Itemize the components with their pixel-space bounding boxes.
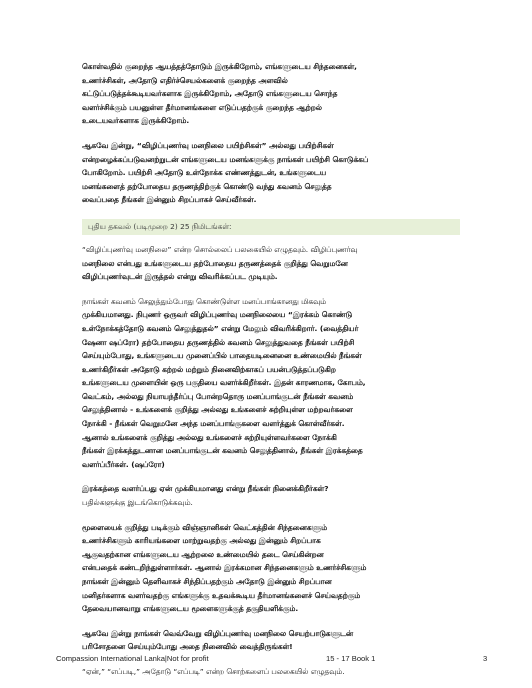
page-footer: [0, 654, 532, 666]
text-line: மனநிலை என்பது உங்களுடைய தற்போதைய தருணத்தைக் குறித்து வெறுமனே: [82, 258, 348, 268]
footer-book-label: 15 - 17 Book 1: [326, 654, 376, 663]
text-line: வளர்ச்சிக்கும் பயனுள்ள தீர்மானங்களை எடுப்பதற்குக் குறைந்த ஆற்றல்: [82, 102, 322, 112]
text-line: உணர்ச்சிகளும் காரியங்களை மாற்றுவதற்கு அல்லது இன்னும் சிறப்பாக: [82, 536, 321, 546]
text-line: வெட்கம், அல்லது நியாயந்தீர்ப்பு போன்றதொரு மனப்பாங்குடன் நீங்கள் கவனம்: [82, 391, 354, 401]
text-line: நோக்கி - நீங்கள் வெறுமனே அந்த மனப்பாங்குகளை வளர்த்துக் கொள்வீர்கள்.: [82, 419, 345, 429]
instruction-paragraph: [82, 665, 460, 679]
text-line: நாங்கள் கவனம் செலுத்தும்போது கொண்டுள்ள மனப்பாங்கானது மிகவும்: [82, 296, 327, 306]
text-line: உங்களுடைய முளையின் ஒரு பகுதியை வளர்க்கிறீர்கள். இதன் காரணமாக, கோபம்,: [82, 378, 366, 388]
page-number: 3: [483, 654, 488, 663]
text-line: மனிதர்களாக வளர்வதற்கு எங்களுக்கு உதவக்கூடிய தீர்மானங்களைச் செய்வதற்கும்: [82, 590, 361, 600]
body-paragraph-2: [82, 295, 460, 472]
text-line: கட்டுப்படுத்தக்கூடியவர்களாக இருக்கிறோம், அதோடு எங்களுடைய சொந்த: [82, 89, 338, 99]
text-line: உணர்கிறீர்கள் அதோடு கற்றல் மற்றும் நினைவிற்காகப் பயன்படுத்தப்படுகிற: [82, 364, 336, 374]
section-header-text: புதிய தகவல் (படிமுறை 2) 25 நிமிடங்கள்:: [88, 221, 232, 231]
text-line: மனங்களைத் தற்போதைய தருணத்திற்குக் கொண்டு வந்து கவனம் செலுத்த: [82, 181, 332, 191]
text-line: கொள்வதில் குறைந்த ஆயத்தத்தோடும் இருக்கிறோம், எங்களுடைய சிந்தனைகள்,: [82, 62, 357, 71]
text-line: செய்யும்போது, உங்களுடைய முனைப்பில் பாதையடினைனை உண்மையில் நீங்கள்: [82, 351, 362, 361]
text-line: உடையவர்களாக இருக்கிறோம்.: [82, 116, 190, 126]
text-line: மூளையைக் குறித்து படிக்கும் விஞ்ஞானிகள் வெட்கத்தின் சிந்தனைகளும்: [82, 522, 328, 532]
text-line: “ஏன்,” “எப்படி,” அதோடு “எப்படி” என்ற சொற்களைப் பலகையில் எழுதவும்.: [82, 666, 345, 676]
body-paragraph-3: [82, 521, 460, 616]
text-line: செலுத்தினால் - உங்களைக் குறித்து அல்லது உங்களைச் சுற்றியுள்ள மற்றவர்களை: [82, 405, 353, 415]
text-line: உள்நோக்கத்தோடு கவனம் செலுத்துதல்” என்று மேலும் விவரிக்கிறார். (வைத்தியர்: [82, 323, 359, 333]
text-line: ஆகவே இன்று, “விழிப்புணர்வு மனநிலை பயிற்சிகள்” அல்லது பயிற்சிகள்: [82, 140, 334, 150]
body-paragraph-4: [82, 627, 460, 654]
text-line: ஷேனா ஷப்ரோ) தற்போதைய தருணத்தில் கவனம் செலுத்துவதை நீங்கள் பயிற்சி: [82, 337, 355, 347]
text-line: ஆகுவதற்கான எங்களுடைய ஆற்றலை உண்மையில் தடை செய்கின்றன: [82, 549, 324, 559]
text-line: ஆனால் உங்களைக் குறித்து அல்லது உங்களைச் சுற்றியுள்ளவர்களை நோக்கி: [82, 432, 337, 442]
text-line: உணர்ச்சிகள், அதோடு எதிர்ச்செயல்களைக் குறைந்த அளவில்: [82, 75, 288, 85]
text-line: என்பதைக் கண்டறிந்துள்ளார்கள். ஆனால் இரக்கமான சிந்தனைகளும் உணர்ச்சிகளும்: [82, 563, 367, 573]
body-paragraph-1: [82, 243, 460, 284]
text-line: “விழிப்புணர்வு மனநிலை” என்ற சொல்லைப் பலகையில் எழுதவும். விழிப்புணர்வு: [82, 244, 358, 254]
text-line: விழிப்புணர்வுடன் இருத்தல் என்று விவரிக்கப்பட முடியும்.: [82, 272, 278, 282]
text-line: வளர்ப்பீர்கள். (ஷப்ரோ): [82, 459, 165, 469]
text-line: பரிசோதனை செய்யும்போது அதை நினைவில் வைத்திருங்கள்!: [82, 642, 293, 652]
footer-organization: Compassion International Lanka|Not for profit: [56, 654, 209, 663]
intro-paragraph-2: [82, 139, 460, 207]
text-line: போகிறோம். பயிற்சி அதோடு உள்நோக்க எண்ணத்துடன், உங்களுடைய: [82, 168, 327, 178]
text-line: தேவையானவாறு எங்களுடைய மூளைகளுக்குத் தகுதியளிக்கும்.: [82, 604, 299, 614]
text-line: நாங்கள் இன்னும் தெளிவாகச் சிந்திப்பதற்கும் அதோடு இன்னும் சிறப்பான: [82, 577, 332, 586]
text-line: பதில்களுக்கு இடங்கொடுக்கவும்.: [82, 498, 193, 508]
text-line: வைப்பதை நீங்கள் இன்னும் சிறப்பாகச் செய்வீர்கள்.: [82, 195, 257, 205]
section-header: [82, 219, 460, 235]
question-paragraph: [82, 482, 460, 509]
intro-paragraph-1: [82, 60, 460, 128]
text-line: இரக்கத்தை வளர்ப்பது ஏன் முக்கியமானது என்று நீங்கள் நினைக்கிறீர்கள்?: [82, 484, 329, 494]
new-information-section: [82, 219, 460, 679]
page-content: [82, 60, 460, 679]
text-line: முக்கியமானது. நிபுணர் ஒருவர் விழிப்புணர்வு மனநிலையை “இரக்கம் கொண்டு: [82, 310, 353, 320]
text-line: நீங்கள் இரக்கத்துடனான மனப்பாங்குடன் கவனம் செலுத்தினால், நீங்கள் இரக்கத்தை: [82, 446, 363, 456]
text-line: ஆகவே இன்று நாங்கள் வெவ்வேறு விழிப்புணர்வு மனநிலை செயற்பாடுகளுடன்: [82, 628, 354, 638]
text-line: என்றழைக்கப்படுவனற்றுடன் எங்களுடைய மனங்களுக்கு நாங்கள் பயிற்சி கொடுக்கப்: [82, 154, 369, 164]
